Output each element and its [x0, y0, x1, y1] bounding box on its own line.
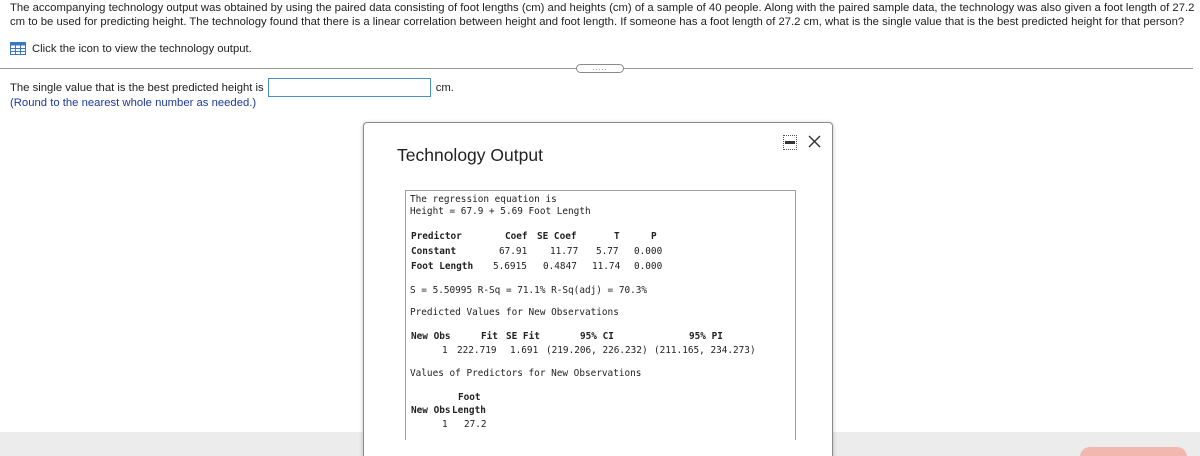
pred-header-95-ci: 95% CI — [580, 331, 614, 342]
coef-row-t: 11.74 — [592, 261, 621, 272]
minimize-bar — [785, 141, 795, 144]
rounding-hint: (Round to the nearest whole number as needed.) — [10, 97, 257, 109]
pred-row-fit: 222.719 — [457, 345, 497, 356]
answer-prompt: The single value that is the best predicted height is — [10, 81, 264, 94]
minimize-icon[interactable] — [783, 135, 797, 150]
coef-header-predictor: Predictor — [411, 231, 462, 242]
coef-row-p: 0.000 — [634, 261, 663, 272]
coef-row-coef: 67.91 — [499, 246, 528, 257]
table-icon[interactable] — [10, 42, 26, 55]
coef-row-se-coef: 11.77 — [550, 246, 579, 257]
pred-header-se-fit: SE Fit — [506, 331, 540, 342]
preds-header-new-obs: New Obs — [411, 405, 451, 416]
regression-equation: Height = 67.9 + 5.69 Foot Length — [410, 206, 591, 217]
pred-row-95-ci: (219.206, 226.232) — [546, 345, 648, 356]
footer-button[interactable] — [1080, 447, 1187, 456]
preds-row-new-obs: 1 — [442, 419, 448, 430]
pred-header-new-obs: New Obs — [411, 331, 451, 342]
fit-statistics: S = 5.50995 R-Sq = 71.1% R-Sq(adj) = 70.3% — [410, 285, 648, 296]
pred-row-95-pi: (211.165, 234.273) — [654, 345, 756, 356]
coef-row-se-coef: 0.4847 — [543, 261, 577, 272]
preds-header-length: Length — [452, 405, 486, 416]
answer-unit: cm. — [435, 81, 454, 94]
pred-header-95-pi: 95% PI — [689, 331, 723, 342]
predicted-values-title: Predicted Values for New Observations — [410, 307, 619, 318]
answer-input[interactable] — [268, 78, 431, 97]
technology-output-dialog — [363, 122, 833, 456]
preds-header-foot: Foot — [458, 392, 481, 403]
predictor-values-title: Values of Predictors for New Observations — [410, 368, 642, 379]
divider-handle[interactable]: ..... — [576, 64, 624, 73]
pred-row-new-obs: 1 — [442, 345, 448, 356]
coef-row-predictor: Foot Length — [411, 261, 474, 272]
pred-header-fit: Fit — [481, 331, 498, 342]
coef-header-coef: Coef — [505, 231, 528, 242]
coef-row-predictor: Constant — [411, 246, 457, 257]
coef-header-t: T — [614, 231, 620, 242]
regression-intro: The regression equation is — [410, 194, 557, 205]
pred-row-se-fit: 1.691 — [510, 345, 539, 356]
answer-line — [10, 78, 454, 97]
coef-row-t: 5.77 — [596, 246, 619, 257]
question-text: The accompanying technology output was obtained by using the paired data consisting of foot lengths (cm) and heights (cm) of a sample of 40 people. Along with the paired sample data, the technology was also given a foot length of 27.2 cm to be used for predicting height. The technology found that there is a linear correlation between height and foot length. If someone has a foot length of 27.2 cm, what is the single value that is the best predicted height for that person? — [10, 2, 1195, 28]
dialog-title: Technology Output — [397, 145, 543, 165]
technology-output-box — [405, 190, 796, 440]
technology-output-link-label[interactable]: Click the icon to view the technology output. — [32, 42, 252, 55]
technology-output-link[interactable] — [10, 42, 252, 55]
coef-row-coef: 5.6915 — [493, 261, 527, 272]
preds-row-length: 27.2 — [464, 419, 487, 430]
coef-header-p: P — [651, 231, 657, 242]
coef-header-se-coef: SE Coef — [537, 231, 577, 242]
coef-row-p: 0.000 — [634, 246, 663, 257]
close-icon[interactable] — [807, 134, 822, 149]
